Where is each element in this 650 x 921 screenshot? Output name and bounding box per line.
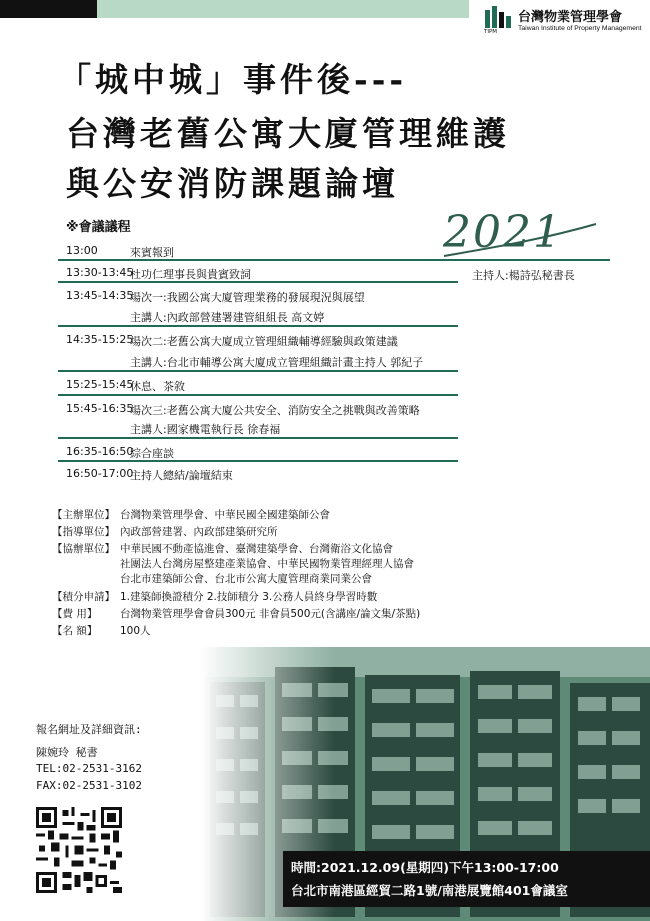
agenda-divider [58, 281, 458, 283]
registration-fax: FAX:02-2531-3102 [36, 779, 142, 792]
agenda-divider [58, 370, 458, 372]
agenda-divider [58, 437, 458, 439]
agenda-item: 場次二:老舊公寓大廈成立管理組織輔導經驗與政策建議 [130, 335, 398, 348]
organizer-value: 台灣物業管理學會、中華民國全國建築師公會 [120, 509, 330, 521]
agenda-time: 16:50-17:00 [66, 467, 134, 480]
guidance-value: 內政部營建署、內政部建築研究所 [120, 526, 278, 538]
co-organizer-value: 中華民國不動產協進會、臺灣建築學會、台灣衛浴文化協會 [120, 543, 393, 555]
agenda-item: 主持人總結/論壇結束 [130, 469, 233, 482]
quota-label: 【名 額】 [52, 625, 98, 637]
co-organizer-value: 社團法人台灣房屋整建產業協會、中華民國物業管理經理人協會 [120, 558, 414, 570]
agenda-time: 13:30-13:45 [66, 266, 134, 279]
quota-value: 100人 [120, 625, 151, 637]
logo-mark-text: TIPM [484, 29, 498, 34]
credits-label: 【積分申請】 [52, 591, 115, 603]
organizer-label: 【主辦單位】 [52, 509, 115, 521]
registration-tel[interactable]: TEL:02-2531-3162 [36, 762, 142, 775]
credits-value: 1.建築師換證積分 2.技師積分 3.公務人員終身學習時數 [120, 591, 378, 603]
agenda-item: 杜功仁理事長與貴賓致詞 [130, 268, 251, 281]
agenda-item: 場次一:我國公寓大廈管理業務的發展現況與展望 [130, 291, 365, 304]
tipm-logo [483, 4, 645, 40]
agenda-item: 綜合座談 [130, 447, 174, 460]
co-organizer-label: 【協辦單位】 [52, 543, 115, 555]
logo-name-zh: 台灣物業管理學會 [518, 10, 623, 25]
agenda-speaker: 主講人:台北市輔導公寓大廈成立管理組織計畫主持人 郭紀子 [130, 356, 424, 369]
title-line-3: 與公安消防課題論壇 [66, 164, 399, 203]
top-bar-green [97, 0, 469, 18]
agenda-speaker: 主講人:國家機電執行長 徐春福 [130, 423, 281, 436]
top-bar-black [0, 0, 97, 18]
event-info-box [283, 851, 650, 907]
agenda-time: 15:25-15:45 [66, 378, 134, 391]
tipm-logo-icon [483, 4, 513, 34]
logo-name-en: Taiwan Institute of Property Management [518, 25, 642, 32]
event-place: 台北市南港區經貿二路1號/南港展覽館401會議室 [291, 883, 568, 898]
registration-heading: 報名網址及詳細資訊: [36, 723, 142, 736]
agenda-item: 來賓報到 [130, 246, 174, 259]
agenda-time: 13:00 [66, 244, 98, 257]
fee-value: 台灣物業管理學會會員300元 非會員500元(含講座/論文集/茶點) [120, 608, 421, 620]
agenda-time: 15:45-16:35 [66, 402, 134, 415]
agenda-time: 14:35-15:25 [66, 333, 134, 346]
registration-qr-code[interactable] [36, 807, 122, 893]
title-line-1: 「城中城」事件後--- [58, 60, 408, 99]
agenda-item: 場次三:老舊公寓大廈公共安全、消防安全之挑戰與改善策略 [130, 404, 420, 417]
agenda-speaker: 主講人:內政部營建署建管組組長 高文婷 [130, 311, 325, 324]
title-line-2: 台灣老舊公寓大廈管理維護 [66, 114, 510, 153]
co-organizer-value: 台北市建築師公會、台北市公寓大廈管理商業同業公會 [120, 573, 372, 585]
guidance-label: 【指導單位】 [52, 526, 115, 538]
fee-label: 【費 用】 [52, 608, 98, 620]
agenda-time: 13:45-14:35 [66, 289, 134, 302]
agenda-divider [58, 325, 458, 327]
agenda-item: 休息、茶敘 [130, 380, 185, 393]
event-time: 時間:2021.12.09(星期四)下午13:00-17:00 [291, 860, 559, 875]
agenda-time: 16:35-16:50 [66, 445, 134, 458]
agenda-heading: ※會議議程 [66, 220, 131, 235]
agenda-host: 主持人:楊詩弘秘書長 [472, 269, 575, 282]
agenda-divider [58, 394, 458, 396]
agenda-divider [58, 259, 610, 261]
event-year: 2021 [443, 207, 563, 258]
registration-contact: 陳婉玲 秘書 [36, 746, 98, 759]
agenda-divider [58, 460, 458, 462]
